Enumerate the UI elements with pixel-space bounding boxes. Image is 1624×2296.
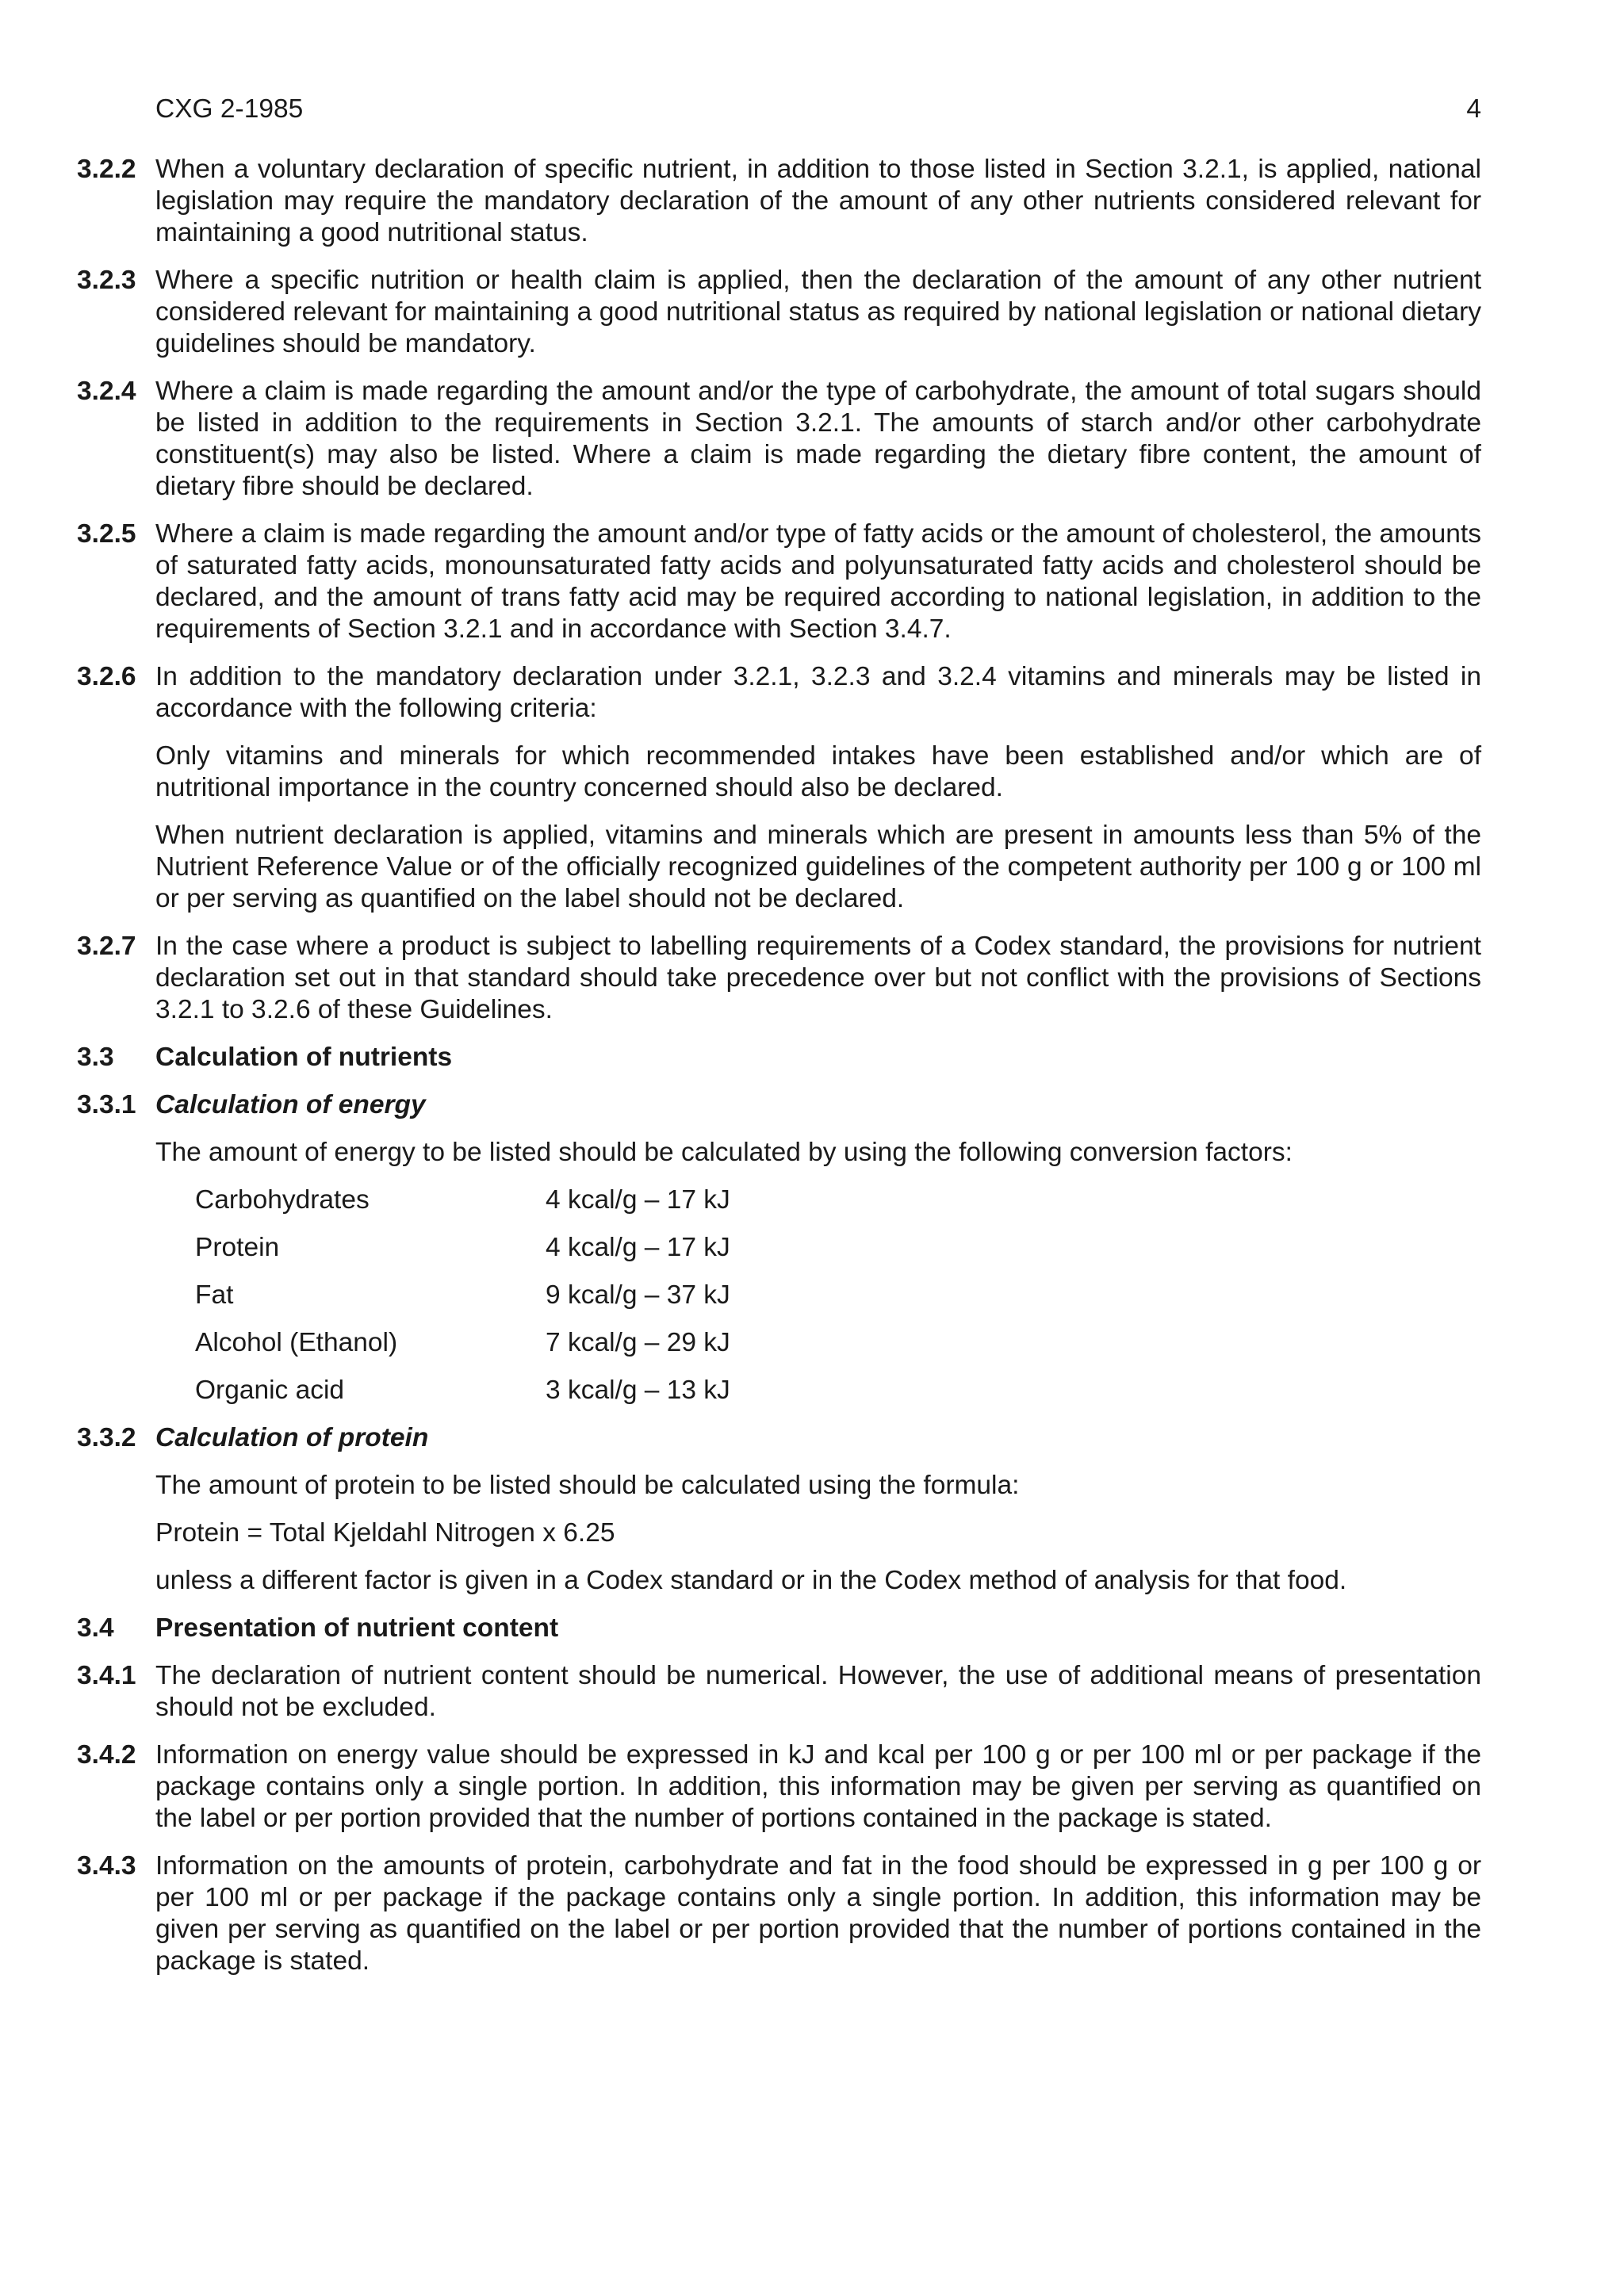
paragraph: The amount of protein to be listed should be calculated using the formula: — [155, 1471, 1020, 1500]
factor-row — [195, 1327, 1624, 1359]
paragraph: Where a claim is made regarding the amount and/or type of fatty acids or the amount of cholesterol, the amounts of saturated fatty acids, monounsaturated fatty acids and polyunsaturated fatty acids and cholesterol should be declared, and the amount of trans fatty acid may be required according to national legislation, in addition to the requirements of Section 3.2.1 and in accordance with Section 3.4.7. — [155, 519, 1481, 644]
factor-row — [195, 1232, 1624, 1264]
paragraph: Only vitamins and minerals for which recommended intakes have been established and/or which are of nutritional importance in the country concerned should also be declared. — [155, 741, 1481, 802]
paragraph: Information on energy value should be expressed in kJ and kcal per 100 g or per 100 ml or per package if the package contains only a single portion. In addition, this information may be given per serving as quantified on the label or per portion provided that the number of portions contained in the package is stated. — [155, 1740, 1481, 1833]
factor-name: Carbohydrates — [195, 1185, 370, 1215]
section-number: 3.4.2 — [77, 1740, 136, 1770]
section-3-2-7 — [0, 931, 1624, 1026]
section-3-2-2 — [0, 154, 1624, 249]
paragraph: unless a different factor is given in a Codex standard or in the Codex method of analysis for that food. — [155, 1566, 1347, 1595]
section-number: 3.3.2 — [77, 1423, 136, 1452]
page-header — [155, 94, 1481, 128]
section-3-2-3 — [0, 265, 1624, 360]
subsection-heading: Calculation of energy — [155, 1090, 426, 1119]
document-body — [0, 154, 1624, 1993]
paragraph: When a voluntary declaration of specific nutrient, in addition to those listed in Section 3.2.1, is applied, national legislation may require the mandatory declaration of the amount of any other nutrients considered relevant for maintaining a good nutritional status. — [155, 155, 1481, 247]
section-number: 3.4.1 — [77, 1661, 136, 1690]
factor-value: 4 kcal/g – 17 kJ — [546, 1185, 730, 1215]
section-3-4-3 — [0, 1850, 1624, 1977]
paragraph: In addition to the mandatory declaration under 3.2.1, 3.2.3 and 3.2.4 vitamins and minerals may be listed in accordance with the following criteria: — [155, 662, 1481, 723]
section-number: 3.4.3 — [77, 1851, 136, 1881]
factor-value: 7 kcal/g – 29 kJ — [546, 1328, 730, 1357]
paragraph: Where a claim is made regarding the amount and/or the type of carbohydrate, the amount of total sugars should be listed in addition to the requirements in Section 3.2.1. The amounts of starch and/or other carbohydrate constituent(s) may also be listed. Where a claim is made regarding the dietary fibre content, the amount of dietary fibre should be declared. — [155, 377, 1481, 501]
section-3-4-1 — [0, 1660, 1624, 1724]
factor-name: Protein — [195, 1233, 280, 1262]
conversion-factors-table — [195, 1184, 1624, 1406]
section-3-2-4 — [0, 376, 1624, 503]
section-number: 3.2.3 — [77, 266, 136, 295]
paragraph: The declaration of nutrient content should be numerical. However, the use of additional means of presentation should not be excluded. — [155, 1661, 1481, 1722]
section-number: 3.2.7 — [77, 932, 136, 961]
paragraph: The amount of energy to be listed should be calculated by using the following conversion factors: — [155, 1138, 1293, 1167]
section-3-3 — [0, 1042, 1624, 1073]
factor-row — [195, 1280, 1624, 1311]
factor-name: Organic acid — [195, 1376, 345, 1405]
section-number: 3.3 — [77, 1043, 114, 1072]
section-3-2-5 — [0, 519, 1624, 645]
section-3-4-2 — [0, 1739, 1624, 1835]
paragraph: When nutrient declaration is applied, vitamins and minerals which are present in amounts less than 5% of the Nutrient Reference Value or of the officially recognized guidelines of the competent authority per 100 g or 100 ml or per serving as quantified on the label should not be declared. — [155, 821, 1481, 913]
paragraph: Where a specific nutrition or health claim is applied, then the declaration of the amount of any other nutrient considered relevant for maintaining a good nutritional status as required by national legislation or national dietary guidelines should be mandatory. — [155, 266, 1481, 358]
factor-name: Alcohol (Ethanol) — [195, 1328, 398, 1357]
section-3-2-6 — [0, 661, 1624, 915]
paragraph: In the case where a product is subject to labelling requirements of a Codex standard, the provisions for nutrient declaration set out in that standard should take precedence over but not conflict with the provisions of Sections 3.2.1 to 3.2.6 of these Guidelines. — [155, 932, 1481, 1024]
section-number: 3.4 — [77, 1613, 114, 1643]
section-heading: Calculation of nutrients — [155, 1043, 453, 1072]
subsection-heading: Calculation of protein — [155, 1423, 429, 1452]
section-number: 3.2.5 — [77, 519, 136, 549]
document-code: CXG 2-1985 — [155, 94, 304, 124]
factor-row — [195, 1375, 1624, 1406]
factor-value: 4 kcal/g – 17 kJ — [546, 1233, 730, 1262]
section-number: 3.2.4 — [77, 377, 136, 406]
section-number: 3.3.1 — [77, 1090, 136, 1119]
section-number: 3.2.6 — [77, 662, 136, 691]
section-3-3-2 — [0, 1422, 1624, 1454]
section-3-4 — [0, 1613, 1624, 1644]
factor-row — [195, 1184, 1624, 1216]
page-number: 4 — [1466, 94, 1481, 124]
section-3-3-1 — [0, 1089, 1624, 1121]
section-heading: Presentation of nutrient content — [155, 1613, 559, 1643]
section-number: 3.2.2 — [77, 155, 136, 184]
paragraph: Information on the amounts of protein, carbohydrate and fat in the food should be expressed in g per 100 g or per 100 ml or per package if the package contains only a single portion. In addition, this information may be given per serving as quantified on the label or per portion provided that the number of portions contained in the package is stated. — [155, 1851, 1481, 1976]
factor-value: 3 kcal/g – 13 kJ — [546, 1376, 730, 1405]
factor-value: 9 kcal/g – 37 kJ — [546, 1280, 730, 1310]
protein-formula: Protein = Total Kjeldahl Nitrogen x 6.25 — [155, 1518, 615, 1548]
factor-name: Fat — [195, 1280, 234, 1310]
